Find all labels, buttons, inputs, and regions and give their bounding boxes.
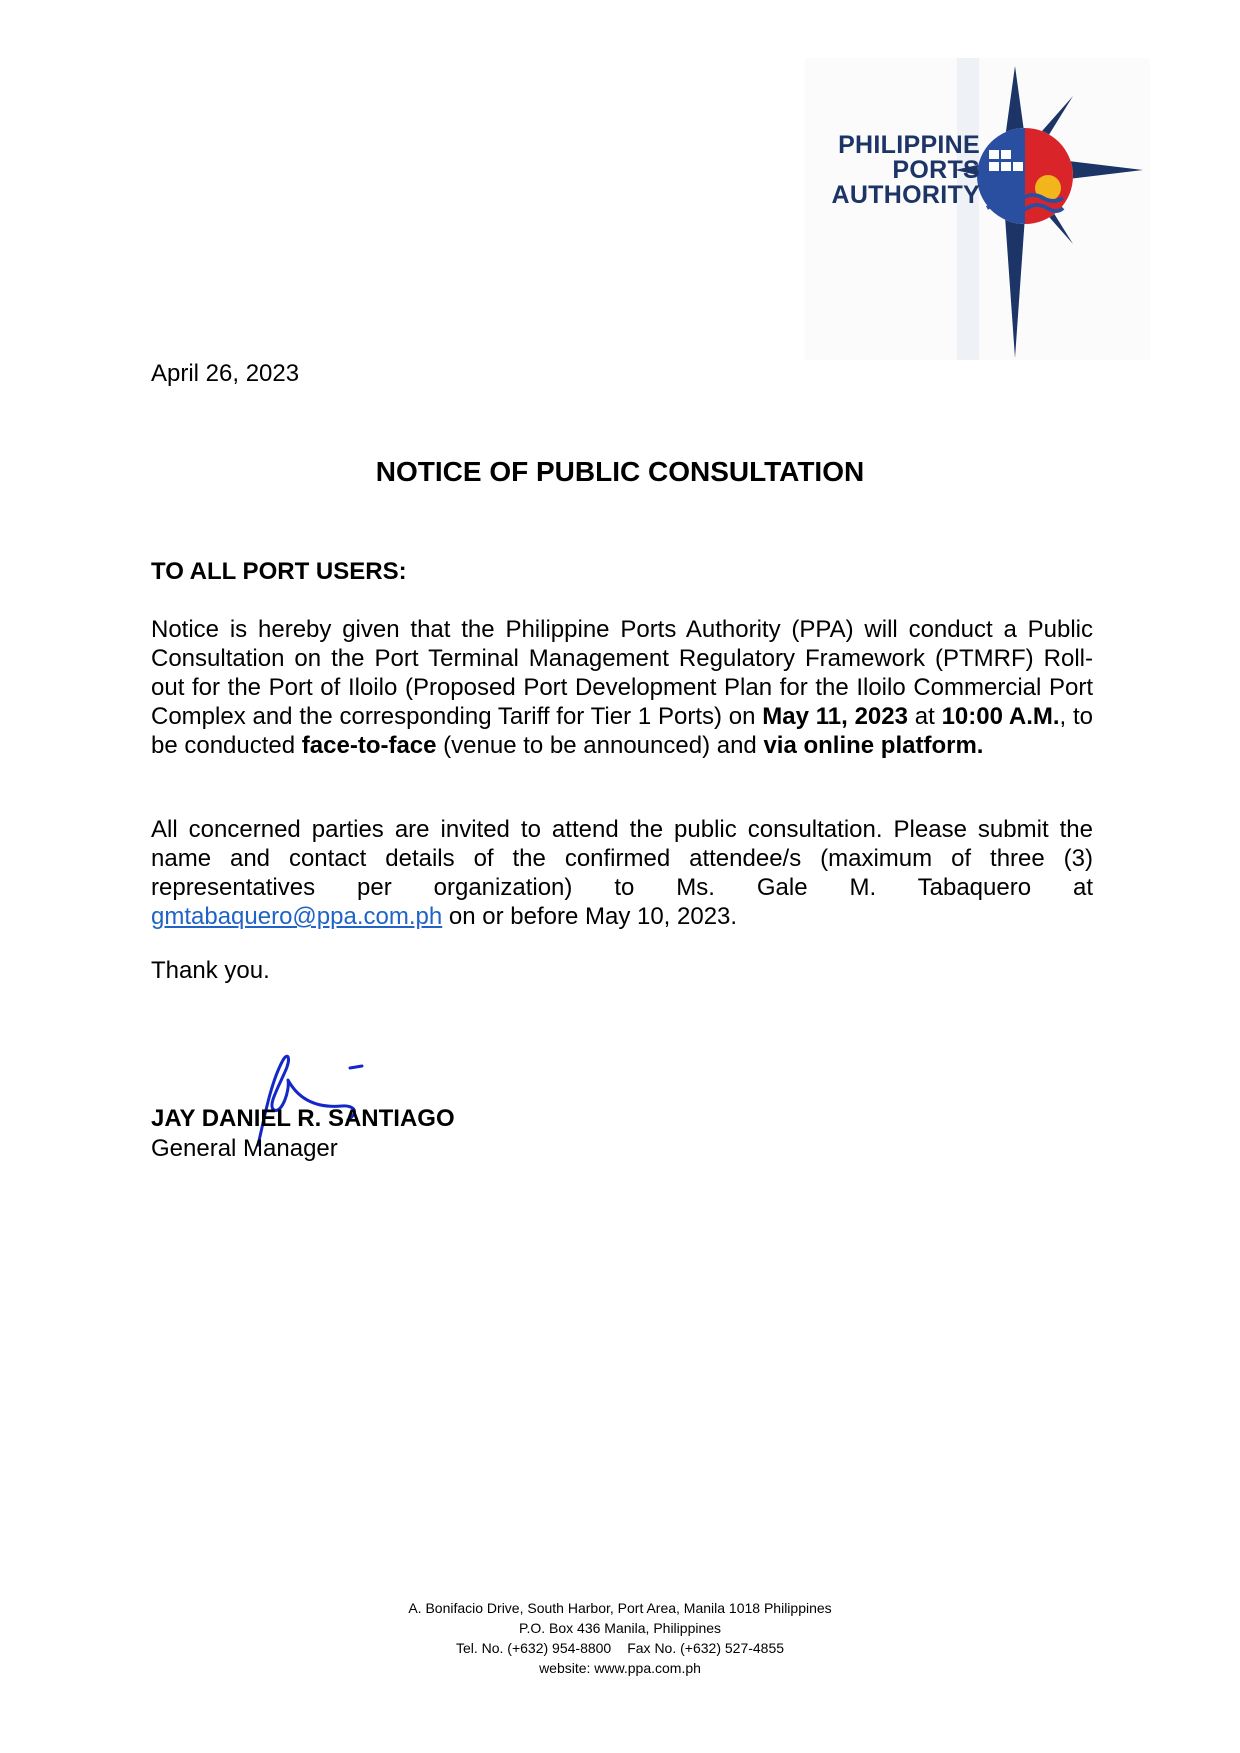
event-mode-online: via online platform. — [763, 732, 984, 759]
ppa-logo — [805, 58, 1150, 360]
footer-pobox: P.O. Box 436 Manila, Philippines — [518, 1620, 722, 1636]
paragraph-text: at — [907, 703, 942, 730]
signer-title: General Manager — [151, 1135, 338, 1162]
logo-wordmark-line2: PORTS — [892, 156, 980, 184]
paragraph-text: All concerned parties are invited to attend the public consultation. Please submit the name and contact details of the confirmed attendee/s (maximum of three (3) representatives per organization) to Ms. Gale M. Tabaquero at — [151, 816, 1093, 901]
event-time: 10:00 A.M. — [941, 703, 1060, 730]
footer-address: A. Bonifacio Drive, South Harbor, Port Area, Manila 1018 Philippines — [408, 1600, 832, 1616]
closing-line: Thank you. — [151, 957, 270, 984]
logo-wordmark-line3: AUTHORITY — [831, 181, 980, 209]
signer-name: JAY DANIEL R. SANTIAGO — [151, 1105, 455, 1132]
notice-paragraph — [151, 615, 1093, 760]
paragraph-text: , to be conducted — [151, 703, 1094, 759]
footer-website: website: www.ppa.com.ph — [539, 1660, 701, 1676]
letter-footer — [0, 1598, 1240, 1678]
logo-wordmark-line1: PHILIPPINE — [838, 131, 980, 159]
footer-fax: Fax No. (+632) 527-4855 — [627, 1640, 785, 1656]
paragraph-text: on or before May 10, 2023. — [442, 903, 738, 930]
ppa-emblem-icon — [805, 58, 1150, 360]
invitation-paragraph — [151, 815, 1093, 931]
contact-email-link[interactable]: gmtabaquero@ppa.com.ph — [151, 903, 443, 930]
notice-title: NOTICE OF PUBLIC CONSULTATION — [375, 456, 865, 487]
footer-contact — [0, 1638, 1240, 1658]
footer-tel: Tel. No. (+632) 954-8800 — [455, 1640, 612, 1656]
paragraph-text: Notice is hereby given that the Philippine Ports Authority (PPA) will conduct a Public Consultation on the Port Terminal Management Regulatory Framework (PTMRF) Roll-out for the Port of Iloilo (Proposed Port Development Plan for the Iloilo Commercial Port Complex and the corresponding Tariff for Tier 1 Ports) on — [151, 616, 1093, 730]
event-mode-face-to-face: face-to-face — [301, 732, 437, 759]
letter-date: April 26, 2023 — [151, 360, 300, 387]
paragraph-text: (venue to be announced) and — [436, 732, 764, 759]
salutation: TO ALL PORT USERS: — [151, 558, 407, 585]
event-date: May 11, 2023 — [762, 703, 908, 730]
